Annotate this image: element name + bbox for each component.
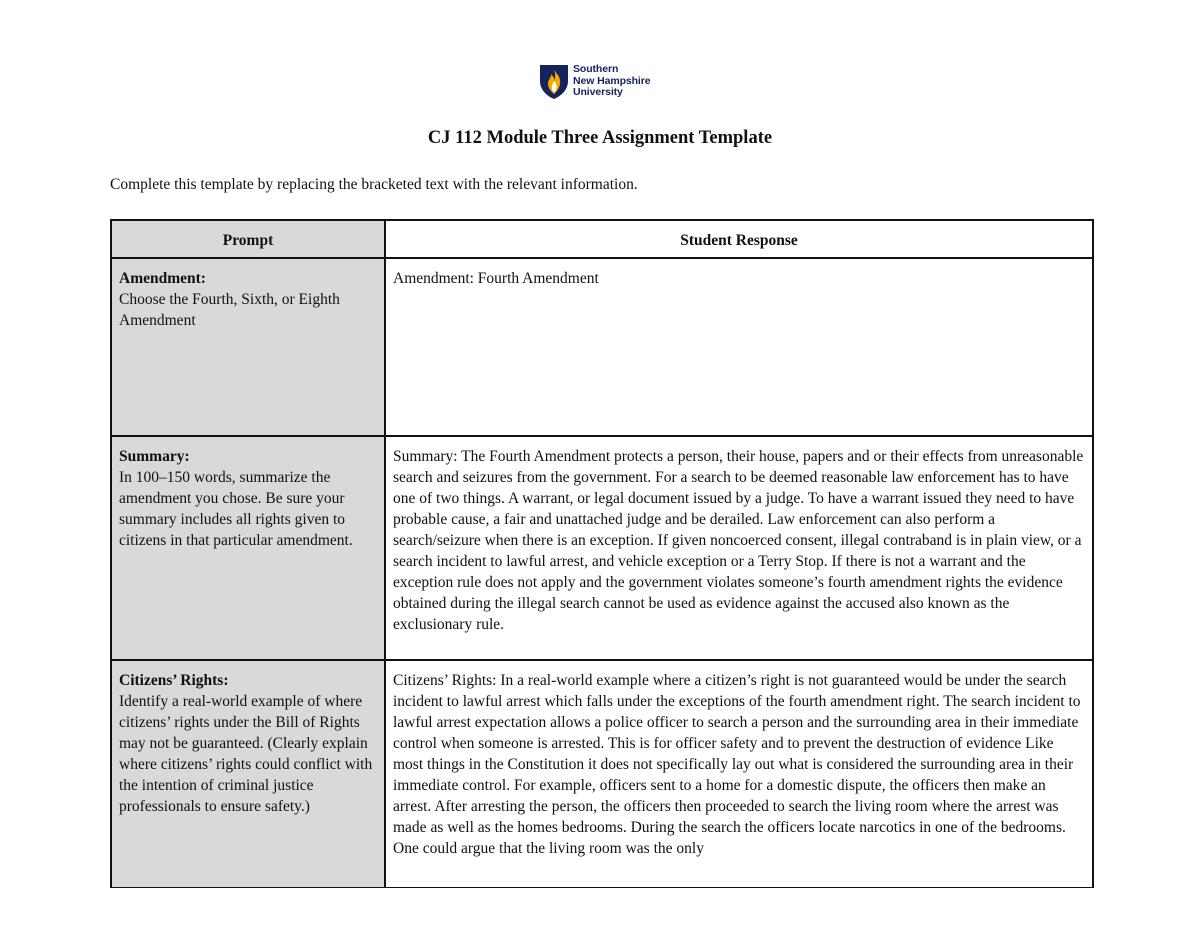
response-cell-amendment[interactable]: Amendment: Fourth Amendment bbox=[385, 258, 1093, 436]
prompt-cell bbox=[111, 258, 385, 436]
prompt-text: Identify a real-world example of where citizens’ rights under the Bill of Rights may not be guaranteed. (Clearly explain where citizens’ rights could conflict with the intention of criminal justice professionals to ensure safety.) bbox=[119, 693, 373, 815]
prompt-cell bbox=[111, 436, 385, 660]
table-header-row bbox=[111, 220, 1093, 258]
prompt-title: Citizens’ Rights: bbox=[119, 672, 229, 689]
header-student-response: Student Response bbox=[385, 220, 1093, 258]
prompt-text: In 100–150 words, summarize the amendment you chose. Be sure your summary includes all rights given to citizens in that particular amendment. bbox=[119, 469, 353, 549]
prompt-title: Amendment: bbox=[119, 270, 206, 287]
response-cell-citizens-rights[interactable]: Citizens’ Rights: In a real-world example where a citizen’s right is not guaranteed would be under the search incident to lawful arrest which falls under the exceptions of the fourth amendment right. The search incident to lawful arrest expectation allows a police officer to search a person and the surrounding area in their immediate control when someone is arrested. This is for officer safety and to prevent the destruction of evidence Like most things in the Constitution it does not specifically lay out what is considered the surrounding area in their immediate control. For example, officers sent to a home for a domestic dispute, the officers then make an arrest. After arresting the person, the officers then proceeded to search the living room where the arrest was made as well as the homes bedrooms. During the search the officers locate narcotics in one of the bedrooms. One could argue that the living room was the only bbox=[385, 660, 1093, 888]
prompt-text: Choose the Fourth, Sixth, or Eighth Amendment bbox=[119, 291, 340, 329]
response-cell-summary[interactable]: Summary: The Fourth Amendment protects a person, their house, papers and or their effects from unreasonable search and seizures from the government. For a search to be deemed reasonable law enforcement has to have one of two things. A warrant, or legal document issued by a judge. To have a warrant issued they need to have probable cause, a fair and unattached judge and be derailed. Law enforcement can also perform a search/seizure when there is an exception. If given noncoerced consent, illegal contraband is in plain view, or a search incident to lawful arrest, and vehicle exception or a Terry Stop. If there is not a warrant and the exception rule does not apply and the government violates someone’s fourth amendment rights the evidence obtained during the illegal search cannot be used as evidence against the accused also known as the exclusionary rule. bbox=[385, 436, 1093, 660]
university-logo bbox=[539, 64, 650, 102]
page-bottom-mask bbox=[0, 888, 1200, 927]
logo-line-1: Southern bbox=[573, 63, 619, 75]
instructions-text: Complete this template by replacing the bracketed text with the relevant information. bbox=[110, 176, 638, 193]
page-title: CJ 112 Module Three Assignment Template bbox=[427, 128, 773, 148]
prompt-cell bbox=[111, 660, 385, 888]
assignment-table bbox=[110, 219, 1094, 889]
logo-line-2: New Hampshire bbox=[573, 74, 651, 87]
header-prompt: Prompt bbox=[111, 220, 385, 258]
flame-shield-icon bbox=[539, 64, 569, 100]
table-row bbox=[111, 660, 1093, 888]
logo-line-3: University bbox=[573, 86, 623, 98]
table-row bbox=[111, 436, 1093, 660]
prompt-title: Summary: bbox=[119, 448, 190, 465]
logo-wordmark bbox=[573, 64, 650, 99]
table-row bbox=[111, 258, 1093, 436]
